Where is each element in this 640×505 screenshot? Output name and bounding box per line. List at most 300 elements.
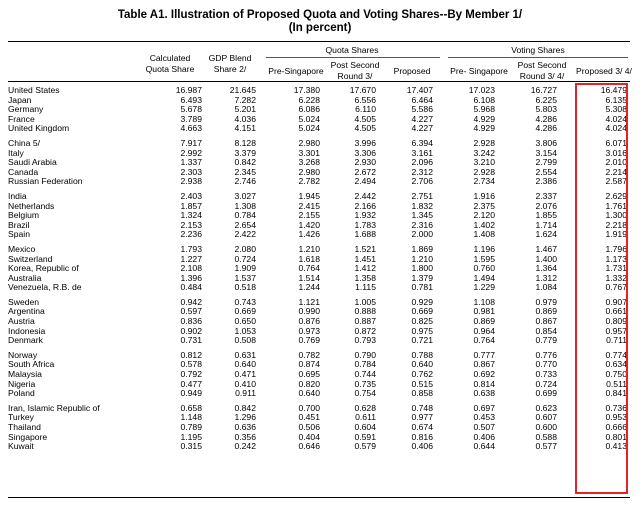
quota-post-value: 0.744 [354,369,376,380]
quota-proposed-value: 2.316 [411,219,433,230]
gdp-blend-value: 3.379 [234,147,256,158]
gdp-blend-value: 0.650 [234,316,256,327]
voting-pre-value: 0.697 [473,402,495,413]
voting-post-value: 0.600 [535,422,557,432]
calculated-quota-value: 2.938 [180,176,202,187]
quota-pre-value: 1.210 [298,243,320,254]
table-subtitle: (In percent) [288,22,352,34]
voting-post-value: 0.776 [535,349,557,360]
header-text: Calculated [149,53,191,63]
country-name: Turkey [8,412,34,423]
quota-proposed-value: 2.706 [411,176,433,187]
header-text: Quota Share [145,64,195,74]
quota-post-value: 3.306 [354,147,376,158]
quota-pre-value: 1.945 [298,190,320,201]
country-name: Argentina [8,306,45,317]
quota-pre-value: 5.024 [298,123,320,134]
calculated-quota-value: 2.236 [180,229,202,240]
quota-pre-value: 0.876 [298,316,320,327]
voting-proposed-value: 0.413 [605,441,627,452]
quota-post-value: 6.110 [355,104,376,115]
calculated-quota-value: 7.917 [180,137,202,148]
voting-post-value: 0.724 [535,378,557,389]
gdp-blend-value: 3.027 [234,190,256,201]
quota-pre-value: 0.990 [298,306,320,317]
gdp-blend-value: 1.296 [234,412,256,423]
quota-pre-value: 2.980 [298,137,320,148]
voting-pre-value: 0.764 [473,335,495,346]
voting-post-value: 0.770 [535,359,557,370]
voting-pre-value: 0.964 [473,325,495,336]
gdp-blend-value: 1.308 [234,200,256,211]
header-text: Post Second [517,60,567,70]
country-name: United States [8,85,60,95]
calculated-quota-value: 16.987 [175,85,202,95]
voting-post-value: 0.577 [535,441,557,452]
voting-proposed-value: 0.907 [605,296,627,307]
country-name: Netherlands [8,200,55,211]
voting-pre-value: 4.929 [473,113,495,124]
table-row [8,230,629,240]
voting-group-rule [448,57,628,58]
voting-post-value: 1.624 [535,229,557,240]
voting-post-value: 0.733 [535,369,557,380]
gdp-blend-value: 2.422 [234,229,256,240]
voting-proposed-value: 2.218 [605,219,627,230]
quota-pre-value: 2.980 [298,166,320,177]
calculated-quota-value: 0.792 [180,369,202,380]
voting-pre-value: 3.210 [473,157,495,168]
gdp-blend-value: 1.909 [234,263,256,274]
country-name: Indonesia [8,325,46,336]
quota-post-value: 2.494 [354,176,376,187]
voting-proposed-value: 2.587 [605,176,627,187]
gdp-blend-value: 2.345 [234,166,256,177]
quota-pre-value: 0.451 [298,412,320,423]
quota-post-value: 1.521 [354,243,376,254]
country-name: Thailand [8,422,41,432]
voting-proposed-value: 6.071 [605,137,627,148]
header-gdp-blend [204,53,256,75]
country-name: Germany [8,104,44,115]
voting-proposed-value: 16.479 [600,85,627,95]
gdp-blend-value: 0.669 [234,306,256,317]
gdp-blend-value: 0.471 [234,369,256,380]
country-name: Venezuela, R.B. de [8,282,82,293]
voting-post-value: 4.286 [535,113,557,124]
quota-pre-value: 0.404 [298,431,320,442]
gdp-blend-value: 0.631 [234,349,256,360]
voting-proposed-value: 0.736 [605,402,627,413]
country-name: Norway [8,349,38,360]
quota-post-value: 1.412 [354,263,376,274]
country-name: France [8,113,35,124]
gdp-blend-value: 7.282 [234,94,256,105]
voting-pre-value: 2.928 [473,137,495,148]
voting-proposed-value: 5.308 [605,104,627,115]
calculated-quota-value: 3.789 [180,113,202,124]
voting-pre-value: 0.814 [473,378,495,389]
quota-proposed-value: 17.407 [406,85,433,95]
table-row [8,177,629,187]
voting-proposed-value: 1.761 [605,200,627,211]
quota-proposed-value: 1.800 [411,263,433,274]
calculated-quota-value: 0.812 [180,349,202,360]
gdp-blend-value: 21.645 [229,85,256,95]
country-name: Denmark [8,335,43,346]
voting-post-value: 6.225 [535,94,557,105]
quota-pre-value: 2.782 [298,176,320,187]
voting-proposed-value: 0.953 [605,412,627,423]
quota-pre-value: 0.700 [298,402,320,413]
voting-proposed-value: 0.809 [605,316,627,327]
quota-proposed-value: 0.977 [411,412,433,423]
voting-post-value: 4.286 [535,123,557,134]
quota-pre-value: 1.121 [298,296,320,307]
voting-post-value: 0.867 [535,316,557,327]
header-quota-post [328,60,382,82]
calculated-quota-value: 1.337 [180,157,202,168]
voting-pre-value: 2.734 [473,176,495,187]
voting-pre-value: 1.595 [473,253,495,264]
quota-proposed-value: 0.825 [411,316,433,327]
quota-proposed-value: 0.669 [411,306,433,317]
table-row [8,389,629,399]
calculated-quota-value: 5.678 [180,104,202,115]
quota-proposed-value: 0.762 [411,369,433,380]
country-name: Sweden [8,296,40,307]
table-row [8,124,629,134]
calculated-quota-value: 0.789 [180,422,202,432]
voting-proposed-value: 0.841 [605,388,627,399]
quota-post-value: 1.358 [354,272,376,283]
country-name: Kuwait [8,441,34,452]
quota-post-value: 17.670 [349,85,376,95]
voting-post-value: 1.467 [535,243,557,254]
voting-proposed-value: 1.796 [605,243,627,254]
table-title: Table A1. Illustration of Proposed Quota and Voting Shares--By Member 1/ [117,9,523,21]
voting-pre-value: 2.928 [473,166,495,177]
country-name: Austria [8,316,35,327]
gdp-blend-value: 0.636 [234,422,256,432]
gdp-blend-value: 5.201 [234,104,256,115]
voting-proposed-value: 0.661 [605,306,627,317]
voting-pre-value: 0.406 [473,431,495,442]
header-quota-shares: Quota Shares [325,45,379,55]
voting-pre-value: 1.108 [473,296,495,307]
voting-pre-value: 1.408 [473,229,495,240]
quota-post-value: 2.930 [354,157,376,168]
header-text: Round 3/ [337,71,373,81]
table-row [8,283,629,293]
bottom-rule [8,497,630,498]
gdp-blend-value: 2.080 [234,243,256,254]
country-name: Russian Federation [8,176,83,187]
quota-proposed-value: 2.751 [411,190,433,201]
voting-pre-value: 0.867 [473,359,495,370]
voting-pre-value: 4.929 [473,123,495,134]
quota-post-value: 0.754 [354,388,376,399]
quota-proposed-value: 1.379 [411,272,433,283]
quota-proposed-value: 1.869 [411,243,433,254]
quota-proposed-value: 1.210 [411,253,433,264]
voting-post-value: 0.623 [535,402,557,413]
quota-post-value: 1.688 [354,229,376,240]
quota-pre-value: 1.420 [298,219,320,230]
calculated-quota-value: 2.153 [180,219,202,230]
quota-proposed-value: 5.586 [411,104,433,115]
calculated-quota-value: 1.857 [180,200,202,211]
voting-post-value: 0.779 [535,335,557,346]
quota-proposed-value: 0.788 [411,349,433,360]
voting-post-value: 1.312 [535,272,557,283]
gdp-blend-value: 0.842 [234,402,256,413]
quota-proposed-value: 6.394 [411,137,433,148]
quota-proposed-value: 4.227 [411,123,433,134]
quota-post-value: 0.579 [354,441,376,452]
country-name: Italy [8,147,24,158]
voting-proposed-value: 0.801 [605,431,627,442]
voting-proposed-value: 2.629 [605,190,627,201]
quota-proposed-value: 1.345 [411,210,433,221]
voting-post-value: 1.364 [535,263,557,274]
voting-pre-value: 2.120 [473,210,495,221]
quota-pre-value: 0.973 [298,325,320,336]
calculated-quota-value: 0.597 [180,306,202,317]
voting-proposed-value: 0.511 [606,378,627,389]
voting-pre-value: 1.494 [473,272,495,283]
voting-post-value: 0.979 [535,296,557,307]
quota-proposed-value: 2.000 [411,229,433,240]
voting-pre-value: 0.869 [473,316,495,327]
quota-post-value: 1.451 [354,253,376,264]
voting-post-value: 2.076 [535,200,557,211]
voting-pre-value: 0.453 [473,412,495,423]
country-name: Australia [8,272,42,283]
country-name: China 5/ [8,137,41,148]
gdp-blend-value: 0.724 [234,253,256,264]
voting-proposed-value: 1.332 [605,272,627,283]
gdp-blend-value: 0.842 [234,157,256,168]
voting-post-value: 3.154 [535,147,557,158]
quota-post-value: 0.887 [354,316,376,327]
voting-post-value: 0.607 [535,412,557,423]
voting-pre-value: 0.760 [473,263,495,274]
quota-table [8,86,629,452]
voting-proposed-value: 0.767 [605,282,627,293]
quota-proposed-value: 0.640 [411,359,433,370]
table-row [8,336,629,346]
quota-group-rule [266,57,440,58]
quota-proposed-value: 0.781 [411,282,433,293]
proposed-voting-highlight [575,83,628,494]
voting-post-value: 1.400 [535,253,557,264]
voting-post-value: 0.869 [535,306,557,317]
country-name: Iran, Islamic Republic of [8,402,100,413]
voting-post-value: 1.714 [535,219,557,230]
quota-proposed-value: 0.748 [411,402,433,413]
calculated-quota-value: 0.902 [180,325,202,336]
gdp-blend-value: 0.356 [234,431,256,442]
gdp-blend-value: 2.746 [234,176,256,187]
voting-post-value: 2.799 [535,157,557,168]
quota-pre-value: 0.764 [298,263,320,274]
country-name: Brazil [8,219,30,230]
gdp-blend-value: 2.654 [234,219,256,230]
country-name: Spain [8,229,30,240]
quota-post-value: 0.888 [354,306,376,317]
voting-post-value: 2.554 [535,166,557,177]
voting-proposed-value: 2.010 [605,157,627,168]
quota-pre-value: 6.086 [298,104,320,115]
voting-post-value: 0.699 [535,388,557,399]
quota-proposed-value: 0.858 [411,388,433,399]
quota-proposed-value: 0.929 [411,296,433,307]
gdp-blend-value: 4.151 [234,123,256,134]
quota-post-value: 0.611 [355,412,376,423]
calculated-quota-value: 1.396 [180,272,202,283]
quota-pre-value: 1.618 [298,253,320,264]
quota-pre-value: 1.514 [298,272,320,283]
country-name: South Africa [8,359,55,370]
header-voting-proposed: Proposed 3/ 4/ [576,66,632,76]
calculated-quota-value: 0.942 [180,296,202,307]
country-name: Japan [8,94,32,105]
gdp-blend-value: 0.410 [234,378,256,389]
quota-proposed-value: 4.227 [411,113,433,124]
quota-pre-value: 0.782 [298,349,320,360]
voting-proposed-value: 1.173 [605,253,627,264]
calculated-quota-value: 0.836 [180,316,202,327]
quota-post-value: 0.735 [354,378,376,389]
gdp-blend-value: 0.242 [234,441,256,452]
header-text: Post Second [330,60,380,70]
voting-pre-value: 1.402 [473,219,495,230]
header-text: GDP Blend [208,53,252,63]
calculated-quota-value: 0.731 [180,335,202,346]
calculated-quota-value: 6.493 [180,94,202,105]
country-name: United Kingdom [8,123,70,134]
voting-proposed-value: 3.016 [605,147,627,158]
quota-proposed-value: 2.312 [411,166,433,177]
quota-post-value: 0.591 [354,431,376,442]
gdp-blend-value: 0.518 [234,282,256,293]
voting-proposed-value: 2.214 [605,166,627,177]
country-name: Saudi Arabia [8,157,57,168]
header-voting-pre: Pre- Singapore [450,66,508,76]
country-name: Malaysia [8,369,42,380]
voting-pre-value: 6.108 [473,94,495,105]
calculated-quota-value: 1.227 [180,253,202,264]
country-name: Mexico [8,243,36,254]
quota-proposed-value: 0.515 [411,378,433,389]
calculated-quota-value: 2.303 [180,166,202,177]
quota-post-value: 2.672 [354,166,376,177]
top-rule [8,41,630,42]
voting-post-value: 2.337 [535,190,557,201]
voting-post-value: 5.803 [535,104,557,115]
quota-pre-value: 0.874 [298,359,320,370]
quota-post-value: 0.604 [354,422,376,432]
header-quota-pre: Pre-Singapore [268,66,324,76]
calculated-quota-value: 2.992 [180,147,202,158]
voting-proposed-value: 6.135 [605,94,627,105]
header-text: Round 3/ 4/ [519,71,565,81]
gdp-blend-value: 1.537 [234,272,256,283]
voting-pre-value: 0.692 [473,369,495,380]
quota-proposed-value: 0.816 [411,431,433,442]
quota-proposed-value: 0.975 [411,325,433,336]
voting-proposed-value: 1.731 [605,263,627,274]
country-name: Switzerland [8,253,53,264]
calculated-quota-value: 0.658 [180,402,202,413]
voting-proposed-value: 0.750 [605,369,627,380]
country-name: India [8,190,27,201]
quota-proposed-value: 0.674 [411,422,433,432]
calculated-quota-value: 4.663 [180,123,202,134]
voting-post-value: 1.084 [535,282,557,293]
quota-post-value: 3.996 [354,137,376,148]
voting-proposed-value: 4.024 [605,113,627,124]
country-name: Poland [8,388,35,399]
voting-proposed-value: 1.300 [605,210,627,221]
voting-post-value: 2.386 [535,176,557,187]
country-name: Canada [8,166,39,177]
voting-proposed-value: 0.666 [605,422,627,432]
quota-post-value: 0.790 [354,349,376,360]
voting-pre-value: 3.242 [473,147,495,158]
quota-pre-value: 0.646 [298,441,320,452]
quota-proposed-value: 6.464 [411,94,433,105]
quota-post-value: 0.628 [354,402,376,413]
voting-proposed-value: 0.774 [605,349,627,360]
header-calculated-quota [136,53,204,75]
quota-post-value: 2.166 [354,200,376,211]
quota-pre-value: 17.380 [293,85,320,95]
voting-post-value: 0.854 [535,325,557,336]
country-name: Belgium [8,210,40,221]
quota-post-value: 4.505 [354,123,376,134]
quota-post-value: 1.115 [355,282,376,293]
quota-proposed-value: 0.406 [411,441,433,452]
voting-proposed-value: 0.634 [605,359,627,370]
quota-proposed-value: 2.096 [411,157,433,168]
quota-proposed-value: 1.832 [411,200,433,211]
voting-post-value: 16.727 [530,85,557,95]
gdp-blend-value: 0.743 [234,296,256,307]
voting-proposed-value: 4.024 [605,123,627,134]
quota-pre-value: 6.228 [298,94,320,105]
quota-pre-value: 0.506 [298,422,320,432]
voting-pre-value: 0.638 [473,388,495,399]
gdp-blend-value: 0.640 [234,359,256,370]
country-name: Korea, Republic of [8,263,79,274]
quota-proposed-value: 0.721 [411,335,433,346]
quota-pre-value: 3.268 [298,157,320,168]
quota-post-value: 6.556 [354,94,376,105]
quota-proposed-value: 3.161 [411,147,433,158]
gdp-blend-value: 1.053 [234,325,256,336]
voting-proposed-value: 0.711 [606,335,627,346]
voting-pre-value: 1.196 [473,243,495,254]
quota-post-value: 0.872 [354,325,376,336]
voting-pre-value: 0.777 [473,349,495,360]
calculated-quota-value: 2.403 [180,190,202,201]
quota-pre-value: 0.820 [298,378,320,389]
calculated-quota-value: 1.324 [180,210,202,221]
header-rule [8,81,630,82]
quota-post-value: 2.442 [354,190,376,201]
